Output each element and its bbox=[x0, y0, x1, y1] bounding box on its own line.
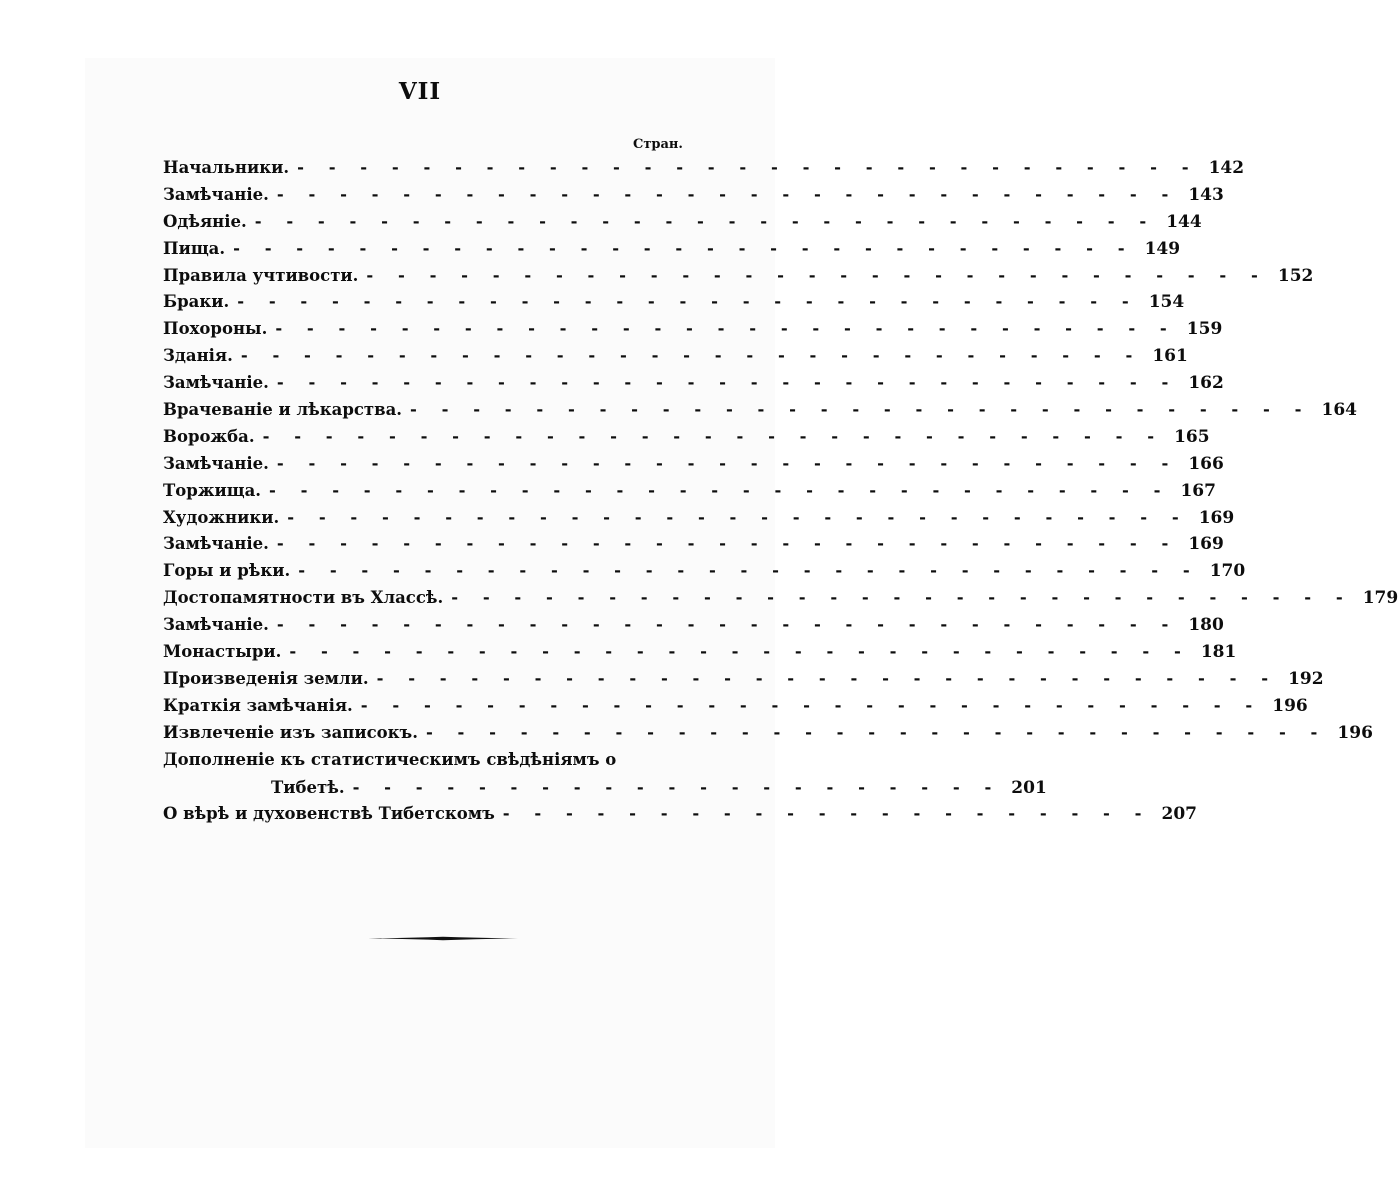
toc-entry-page: 207 bbox=[1161, 804, 1197, 825]
leader-dots: - - - - - - - - - - - - - - - - - - - - - - - - - - - - - bbox=[276, 373, 1178, 393]
toc-entry bbox=[163, 211, 1202, 239]
toc-entry-title: Замѣчаніе. bbox=[163, 453, 269, 473]
toc-entry bbox=[163, 373, 1224, 400]
toc-entry-page: 192 bbox=[1288, 668, 1324, 689]
toc-entry bbox=[163, 158, 1245, 185]
leader-dots: - - - - - - - - - - - - - - - - - - - - - - - - - - - - - bbox=[376, 668, 1278, 688]
toc-entry bbox=[163, 534, 1224, 561]
toc-entry-page: 164 bbox=[1321, 400, 1357, 421]
toc-entry bbox=[163, 319, 1223, 346]
toc-entry-page: 169 bbox=[1188, 534, 1224, 555]
leader-dots: - - - - - - - - - - - - - - - - - - - - - - - - - - - - - bbox=[287, 507, 1189, 527]
toc-entry bbox=[163, 615, 1224, 642]
toc-entry-page: 165 bbox=[1174, 426, 1210, 447]
toc-entry-multiline-first bbox=[163, 750, 703, 778]
toc-entry-title: Браки. bbox=[163, 292, 230, 312]
leader-dots: - - - - - - - - - - - - - - - - - - - - - - - - - - - - - bbox=[237, 292, 1139, 312]
toc-entry-title: Торжища. bbox=[163, 480, 262, 500]
toc-entry-page: 179 bbox=[1362, 588, 1398, 609]
leader-dots: - - - - - - - - - - - - - - - - - - - - - - - - - - - - - bbox=[297, 158, 1199, 177]
leader-dots: - - - - - - - - - - - - - - - - - - - - - - - - - - - - - bbox=[410, 400, 1311, 420]
leader-dots: - - - - - - - - - - - - - - - - - - - - - - - - - - - - - bbox=[262, 426, 1164, 446]
toc-entry bbox=[163, 722, 1373, 750]
leader-dots: - - - - - - - - - - - - - - - - - - - - - - - - - - - - - bbox=[275, 319, 1177, 339]
leader-dots: - - - - - - - - - - - - - - - - - - - - - - - - - - - - - bbox=[240, 346, 1142, 366]
toc-entry-title: Пища. bbox=[163, 238, 226, 258]
toc-entry-title: Похороны. bbox=[163, 319, 268, 339]
leader-dots: - - - - - - - - - - - - - - - - - - - - - - - - - - - - - bbox=[425, 722, 1327, 742]
toc-entry bbox=[163, 695, 1308, 723]
leader-dots: - - - - - - - - - - - - - - - - - - - - - - - - - - - - - bbox=[254, 211, 1156, 231]
toc-entry bbox=[163, 588, 1398, 615]
leader-dots: - - - - - - - - - - - - - - - - - - - - - - - - - - - - - bbox=[276, 453, 1178, 473]
toc-entry-title: Замѣчаніе. bbox=[163, 373, 269, 393]
toc-entry bbox=[163, 184, 1224, 212]
toc-entry-page: 169 bbox=[1198, 507, 1235, 528]
toc-entry-page: 143 bbox=[1188, 184, 1224, 205]
toc-entry-multiline-second bbox=[163, 777, 1047, 805]
page-column-label: Стран. bbox=[633, 137, 683, 152]
leader-dots: - - - - - - - - - - - - - - - - - - - - - - - - - - - - - bbox=[298, 561, 1200, 581]
leader-dots: - - - - - - - - - - - - - - - - - - - - - - - - - - - - - bbox=[289, 642, 1191, 662]
toc-entry-page: 181 bbox=[1200, 642, 1237, 663]
toc-entry-title: Ворожба. bbox=[163, 426, 255, 446]
toc-entry-page: 170 bbox=[1209, 561, 1246, 582]
toc-entry bbox=[163, 507, 1235, 535]
toc-entry-title: Замѣчаніе. bbox=[163, 184, 269, 204]
closing-rule bbox=[368, 936, 518, 941]
toc-entry bbox=[163, 480, 1216, 508]
toc-entry-page: 149 bbox=[1144, 238, 1181, 259]
toc-entry-title: Зданія. bbox=[163, 346, 233, 366]
leader-dots: - - - - - - - - - - - - - - - - - - - - - - - - - - - - - bbox=[269, 480, 1170, 500]
toc-entry bbox=[163, 426, 1210, 454]
leader-dots: - - - - - - - - - - - - - - - - - - - - - - - - - - - - - bbox=[366, 265, 1268, 285]
toc-entry bbox=[163, 346, 1188, 373]
leader-dots: - - - - - - - - - - - - - - - - - - - - - - - - - - - - - bbox=[451, 588, 1353, 608]
leader-dots: - - - - - - - - - - - - - - - - - - - - - - - - - - - - - bbox=[233, 238, 1135, 258]
toc-entry bbox=[163, 400, 1357, 427]
toc-entry-title: Извлеченіе изъ записокъ. bbox=[163, 722, 418, 742]
toc-entry-page: 154 bbox=[1148, 292, 1185, 313]
toc-entry bbox=[163, 453, 1224, 481]
toc-entry-page: 159 bbox=[1186, 319, 1223, 340]
toc-entry-title: Замѣчаніе. bbox=[163, 615, 269, 635]
toc-entry bbox=[163, 668, 1324, 696]
toc-entry-page: 166 bbox=[1188, 453, 1224, 474]
toc-entry bbox=[163, 292, 1185, 319]
toc-entry-title: Художники. bbox=[163, 507, 280, 527]
toc-entry-page: 167 bbox=[1180, 480, 1216, 501]
toc-entry-title: Тибетѣ. bbox=[271, 777, 345, 797]
toc-entry-title: Начальники. bbox=[163, 158, 290, 177]
toc-entry-title: Достопамятности въ Хлассѣ. bbox=[163, 588, 444, 608]
toc-entry-page: 196 bbox=[1337, 722, 1373, 743]
toc-entry-page: 201 bbox=[1011, 777, 1047, 798]
toc-entry bbox=[163, 642, 1237, 669]
table-of-contents bbox=[163, 158, 1398, 831]
toc-entry-title: Правила учтивости. bbox=[163, 265, 359, 285]
toc-entry-page: 162 bbox=[1188, 373, 1224, 394]
toc-entry-title: Одѣяніе. bbox=[163, 211, 247, 231]
toc-entry-title: О вѣрѣ и духовенствѣ Тибетскомъ bbox=[163, 804, 495, 824]
toc-entry bbox=[163, 265, 1314, 293]
toc-entry bbox=[163, 561, 1246, 588]
toc-entry-title: Врачеваніе и лѣкарства. bbox=[163, 400, 403, 420]
toc-entry-page: 180 bbox=[1188, 615, 1224, 636]
toc-entry-last bbox=[163, 804, 1197, 831]
toc-entry-page: 144 bbox=[1166, 211, 1202, 232]
leader-dots: - - - - - - - - - - - - - - - - - - - - - - - - - - - - - bbox=[276, 534, 1178, 554]
toc-entry-title: Дополненіе къ статистическимъ свѣдѣніямъ о bbox=[163, 749, 617, 769]
leader-dots: - - - - - - - - - - - - - - - - - - - - - bbox=[502, 804, 1151, 824]
toc-entry-title: Замѣчаніе. bbox=[163, 534, 269, 554]
toc-entry-page: 161 bbox=[1152, 346, 1188, 367]
toc-entry-title: Монастыри. bbox=[163, 642, 282, 662]
toc-entry-title: Краткія замѣчанія. bbox=[163, 695, 353, 715]
leader-dots: - - - - - - - - - - - - - - - - - - - - - - - - - - - - - bbox=[360, 695, 1262, 715]
toc-entry-page: 152 bbox=[1277, 265, 1314, 286]
leader-dots: - - - - - - - - - - - - - - - - - - - - - - - - - - - - - bbox=[276, 615, 1178, 635]
toc-entry-title: Горы и рѣки. bbox=[163, 561, 291, 581]
page-number: VII bbox=[398, 78, 442, 105]
toc-entry-title: Произведенія земли. bbox=[163, 668, 369, 688]
toc-entry bbox=[163, 238, 1181, 266]
toc-entry-page: 142 bbox=[1208, 158, 1245, 178]
leader-dots: - - - - - - - - - - - - - - - - - - - - - - - - - - - - - bbox=[276, 184, 1178, 204]
toc-entry-page: 196 bbox=[1272, 695, 1308, 716]
leader-dots: - - - - - - - - - - - - - - - - - - - - - bbox=[352, 777, 1001, 797]
